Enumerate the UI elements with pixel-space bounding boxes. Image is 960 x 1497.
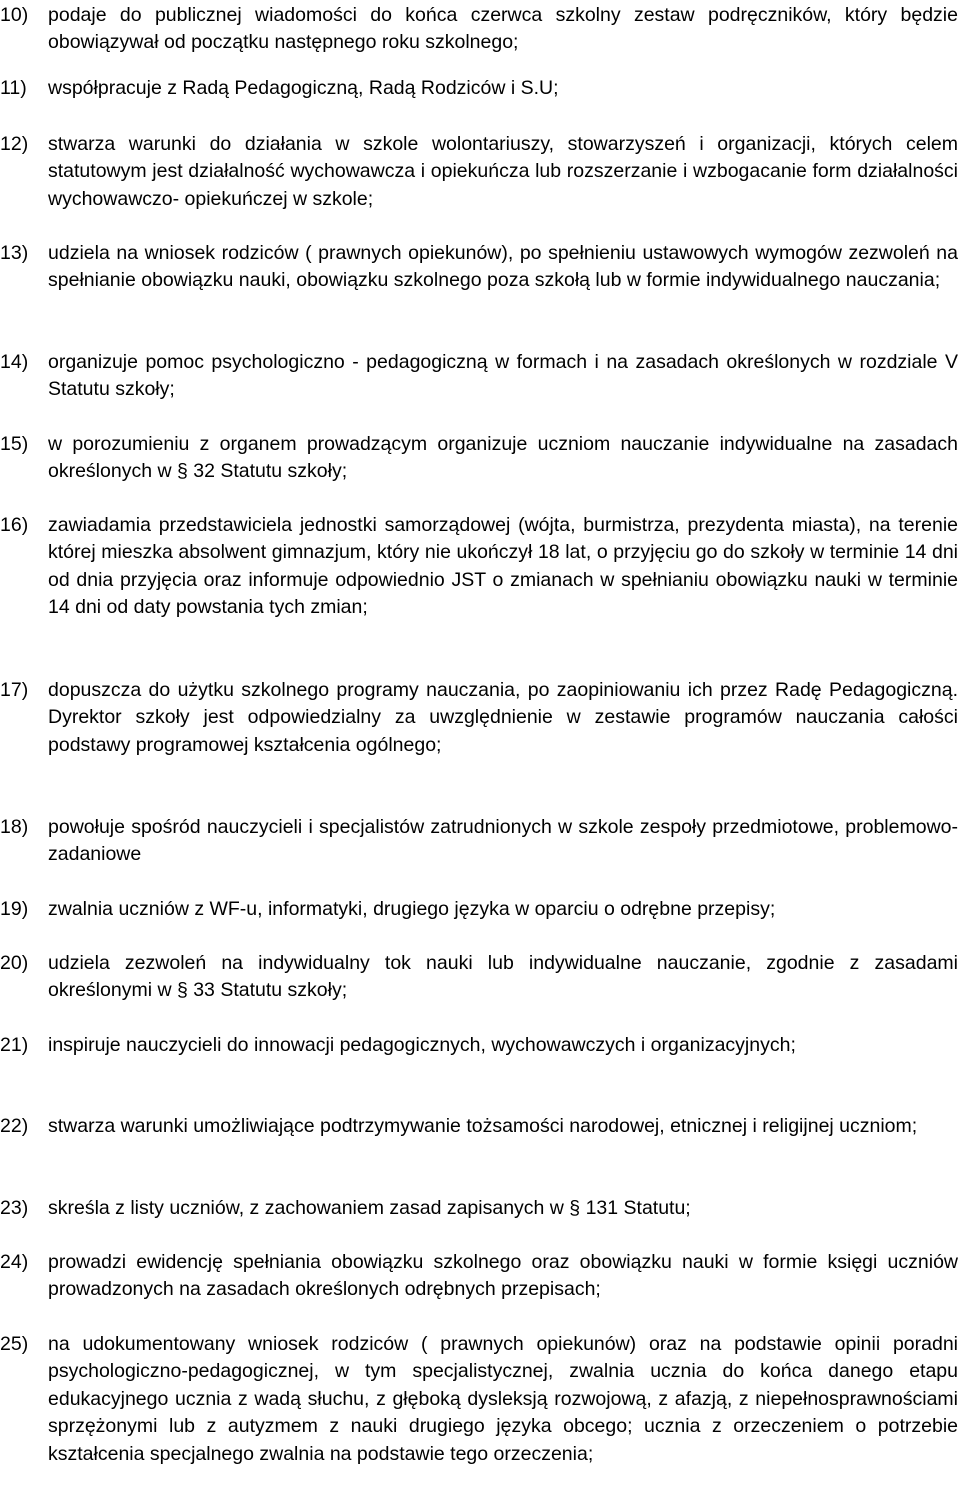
list-item-12: [0, 131, 960, 213]
list-item-10: [0, 2, 960, 57]
item-number: 24): [0, 1251, 29, 1273]
list-item-24: [0, 1249, 960, 1304]
item-number: 15): [0, 433, 29, 455]
item-text: dopuszcza do użytku szkolnego programy nauczania, po zaopiniowaniu ich przez Radę Pedagogiczną. Dyrektor szkoły jest odpowiedzialny za uwzględnienie w zestawie programów nauczania całości podstawy programowej kształcenia ogólnego;: [48, 679, 958, 756]
item-number: 18): [0, 816, 29, 838]
item-number: 21): [0, 1034, 29, 1056]
item-number: 22): [0, 1115, 29, 1137]
item-text: współpracuje z Radą Pedagogiczną, Radą Rodziców i S.U;: [48, 77, 559, 99]
list-item-11: [0, 75, 960, 102]
item-text: skreśla z listy uczniów, z zachowaniem zasad zapisanych w § 131 Statutu;: [48, 1197, 691, 1219]
item-number: 23): [0, 1197, 29, 1219]
item-text: prowadzi ewidencję spełniania obowiązku szkolnego oraz obowiązku nauki w formie księgi uczniów prowadzonych na zasadach określonych odrębnych przepisach;: [48, 1251, 958, 1301]
item-number: 19): [0, 898, 29, 920]
item-text: inspiruje nauczycieli do innowacji pedagogicznych, wychowawczych i organizacyjnych;: [48, 1034, 796, 1056]
item-text: zwalnia uczniów z WF-u, informatyki, drugiego języka w oparciu o odrębne przepisy;: [48, 898, 776, 920]
list-item-15: [0, 431, 960, 486]
item-text: udziela na wniosek rodziców ( prawnych opiekunów), po spełnieniu ustawowych wymogów zezwoleń na spełnianie obowiązku nauki, obowiązku szkolnego poza szkołą lub w formie indywidualnego nauczania;: [48, 242, 958, 292]
list-item-18: [0, 814, 960, 869]
item-number: 10): [0, 4, 29, 26]
list-item-14: [0, 349, 960, 404]
item-number: 13): [0, 242, 29, 264]
list-item-22: [0, 1113, 960, 1140]
list-item-25: [0, 1331, 960, 1468]
item-text: stwarza warunki umożliwiające podtrzymywanie tożsamości narodowej, etnicznej i religijnej uczniom;: [48, 1115, 918, 1137]
item-text: podaje do publicznej wiadomości do końca czerwca szkolny zestaw podręczników, który będzie obowiązywał od początku następnego roku szkolnego;: [48, 4, 958, 54]
item-text: zawiadamia przedstawiciela jednostki samorządowej (wójta, burmistrza, prezydenta miasta), na terenie której mieszka absolwent gimnazjum, który nie ukończył 18 lat, o przyjęciu go do szkoły w terminie 14 dni od dnia przyjęcia oraz informuje odpowiednio JST o zmianach w spełnianiu obowiązku nauki w terminie 14 dni od daty powstania tych zmian;: [48, 514, 958, 619]
item-number: 14): [0, 351, 29, 373]
item-number: 16): [0, 514, 29, 536]
item-number: 20): [0, 952, 29, 974]
list-item-21: [0, 1032, 960, 1059]
list-item-17: [0, 677, 960, 759]
item-text: organizuje pomoc psychologiczno - pedagogiczną w formach i na zasadach określonych w rozdziale V Statutu szkoły;: [48, 351, 958, 401]
list-item-23: [0, 1195, 960, 1222]
list-item-20: [0, 950, 960, 1005]
item-text: na udokumentowany wniosek rodziców ( prawnych opiekunów) oraz na podstawie opinii poradni psychologiczno-pedagogicznej, w tym specjalistycznej, zwalnia ucznia do końca danego etapu edukacyjnego ucznia z wadą słuchu, z głęboką dysleksją rozwojową, z afazją, z niepełnosprawnościami sprzężonymi lub z autyzmem z nauki drugiego języka obcego; ucznia z orzeczeniem o potrzebie kształcenia specjalnego zwalnia na podstawie tego orzeczenia;: [48, 1333, 958, 1465]
item-number: 11): [0, 77, 27, 99]
list-item-13: [0, 240, 960, 295]
item-number: 12): [0, 133, 29, 155]
list-item-16: [0, 512, 960, 622]
list-item-19: [0, 896, 960, 923]
item-number: 25): [0, 1333, 29, 1355]
item-text: powołuje spośród nauczycieli i specjalistów zatrudnionych w szkole zespoły przedmiotowe, problemowo-zadaniowe: [48, 816, 958, 866]
item-number: 17): [0, 679, 29, 701]
item-text: stwarza warunki do działania w szkole wolontariuszy, stowarzyszeń i organizacji, których celem statutowym jest działalność wychowawcza i opiekuńcza lub rozszerzanie i wzbogacanie form działalności wychowawczo- opiekuńczej w szkole;: [48, 133, 958, 210]
item-text: w porozumieniu z organem prowadzącym organizuje uczniom nauczanie indywidualne na zasadach określonych w § 32 Statutu szkoły;: [48, 433, 958, 483]
item-text: udziela zezwoleń na indywidualny tok nauki lub indywidualne nauczanie, zgodnie z zasadami określonymi w § 33 Statutu szkoły;: [48, 952, 958, 1002]
